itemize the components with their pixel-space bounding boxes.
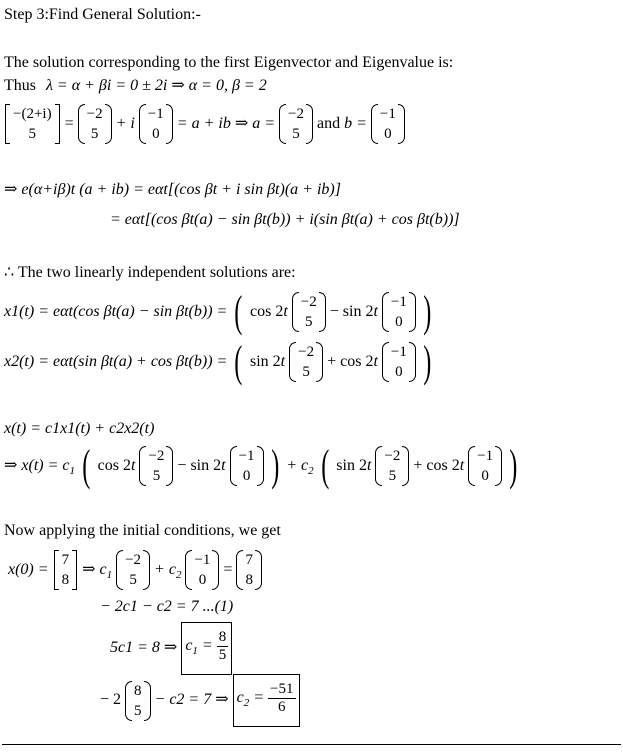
x0-top: 7	[61, 552, 70, 569]
x2-vector-b	[382, 342, 416, 382]
gs-a1-top: −2	[148, 448, 165, 465]
eq3-rhs: − c2 = 7 ⇒	[154, 691, 229, 709]
vector-b2-top: −1	[379, 106, 396, 123]
x2-a-top: −2	[298, 344, 315, 361]
equation-2	[110, 622, 232, 675]
x1-b-bottom: 0	[395, 314, 403, 331]
vector-b-top: −1	[147, 106, 164, 123]
eq2-lhs: 5c1 = 8 ⇒	[110, 639, 178, 657]
c2-result-box: $c_2$ = $\frac{-51}{6}$	[233, 674, 300, 727]
vector-a-2	[279, 104, 313, 144]
ic-rhs-vector	[236, 550, 262, 590]
x1-b-top: −1	[390, 294, 407, 311]
b-equals: b =	[344, 115, 367, 132]
gs-b1-top: −1	[238, 448, 255, 465]
vector-b-1	[139, 104, 173, 144]
gs-b2-top: −1	[477, 448, 494, 465]
initial-condition-eq: x(0) = 7 8 ⇒ $c_1$ −2 5 + $c_2$ −1 0 = 7 8	[8, 546, 262, 599]
applying-line: Now applying the initial conditions, we get	[4, 522, 281, 539]
x1-a-top: −2	[300, 294, 317, 311]
step-title: Step 3:Find General Solution:-	[4, 6, 201, 23]
vector-a2-bottom: 5	[292, 126, 300, 143]
expansion-line-2: = eαt[(cos βt(a) − sin βt(b)) + i(sin βt(a) + cos βt(b))]	[110, 211, 460, 228]
gs-vector-b-1	[230, 446, 264, 486]
x1-a-bottom: 5	[305, 314, 313, 331]
ic-a-top: −2	[125, 552, 142, 569]
ic-rhs-top: 7	[245, 552, 253, 569]
ic-b-top: −1	[194, 552, 211, 569]
vector-eq-mid: = a + ib ⇒ a =	[176, 115, 276, 132]
equation-3: − 2 8 5 − c2 = 7 ⇒ $c_2$ = $\frac{-51}{6}$	[100, 674, 300, 727]
general-solution: x(t) = c1x1(t) + c2x2(t)	[4, 420, 155, 437]
c1-result-box: $c_1$ = $\frac{8}{5}$	[181, 622, 232, 675]
c1-fraction	[217, 629, 229, 664]
gs-vector-a-2	[375, 446, 409, 486]
x0-bottom: 8	[61, 572, 70, 589]
equation-1: − 2c1 − c2 = 7 ...(1)	[100, 598, 234, 615]
ic-vector-b	[185, 550, 219, 590]
gs-a2-top: −2	[384, 448, 401, 465]
c2-numerator: −51	[270, 680, 294, 697]
therefore-line: ∴ The two linearly independent solutions are:	[4, 264, 296, 281]
x1-vector-a	[292, 292, 326, 332]
eigenvector-top: −(2+i)	[13, 106, 52, 123]
x2-lhs: x2(t) = eαt(sin βt(a) + cos βt(b)) =	[4, 353, 228, 370]
gs-b1-bottom: 0	[242, 468, 251, 485]
eigen-equation: λ = α + βi = 0 ± 2i ⇒ α = 0, β = 2	[46, 77, 267, 94]
bottom-divider	[2, 744, 621, 745]
x2-vector-a	[289, 342, 323, 382]
c1-numerator: 8	[218, 628, 227, 645]
c2-fraction	[268, 681, 295, 716]
gs-a2-bottom: 5	[388, 468, 397, 485]
c1-substitute	[125, 681, 151, 721]
ic-a-bottom: 5	[129, 572, 137, 589]
intro-line: The solution corresponding to the first Eigenvector and Eigenvalue is:	[4, 54, 454, 71]
sub-num: 8	[134, 682, 142, 699]
vector-a-1	[78, 104, 112, 144]
sub-den: 5	[134, 702, 142, 719]
c2-denominator: 6	[278, 698, 286, 715]
general-solution-expanded: ⇒ $x(t) = c_1$ ( cos 2t −2 5 − sin 2t −1 0 ) + $c_2$ ( sin 2t −2 5 + cos 2t −1 0 )	[4, 441, 518, 491]
vector-a-top: −2	[86, 106, 103, 123]
vector-equation: −(2+i) 5 = −2 5 + i −1 0 = a + ib ⇒ a = −2 5 and b = −1 0	[4, 100, 405, 148]
c1-denominator: 5	[218, 646, 227, 663]
and-text: and	[317, 115, 341, 132]
vector-b2-bottom: 0	[384, 126, 392, 143]
ic-vector-a	[116, 550, 150, 590]
expansion-line-1: ⇒ e(α+iβ)t (a + ib) = eαt[(cos βt + i sin βt)(a + ib)]	[4, 181, 341, 198]
x1-solution: x1(t) = eαt(cos βt(a) − sin βt(b)) = ( cos 2t −2 5 − sin 2t −1 0 )	[4, 287, 432, 337]
thus-line	[4, 77, 267, 95]
x2-a-bottom: 5	[302, 364, 310, 381]
x1-vector-b	[382, 292, 416, 332]
vector-a-bottom: 5	[90, 126, 99, 143]
vector-a2-top: −2	[288, 106, 305, 123]
vector-b-2	[371, 104, 405, 144]
vector-b-bottom: 0	[152, 126, 160, 143]
thus-word: Thus	[4, 77, 36, 94]
x2-b-bottom: 0	[395, 364, 403, 381]
eigenvector-bottom: 5	[28, 126, 37, 143]
gs-vector-a-1	[139, 446, 173, 486]
gs-vector-b-2	[468, 446, 502, 486]
x0-vector	[53, 550, 79, 590]
ic-b-bottom: 0	[198, 572, 207, 589]
eigenvector	[4, 104, 61, 144]
ic-rhs-bottom: 8	[245, 572, 253, 589]
x1-lhs: x1(t) = eαt(cos βt(a) − sin βt(b)) =	[4, 303, 228, 320]
gs-a1-bottom: 5	[152, 468, 161, 485]
x2-b-top: −1	[390, 344, 407, 361]
gs-b2-bottom: 0	[481, 468, 489, 485]
x2-solution: x2(t) = eαt(sin βt(a) + cos βt(b)) = ( sin 2t −2 5 + cos 2t −1 0 )	[4, 337, 432, 387]
